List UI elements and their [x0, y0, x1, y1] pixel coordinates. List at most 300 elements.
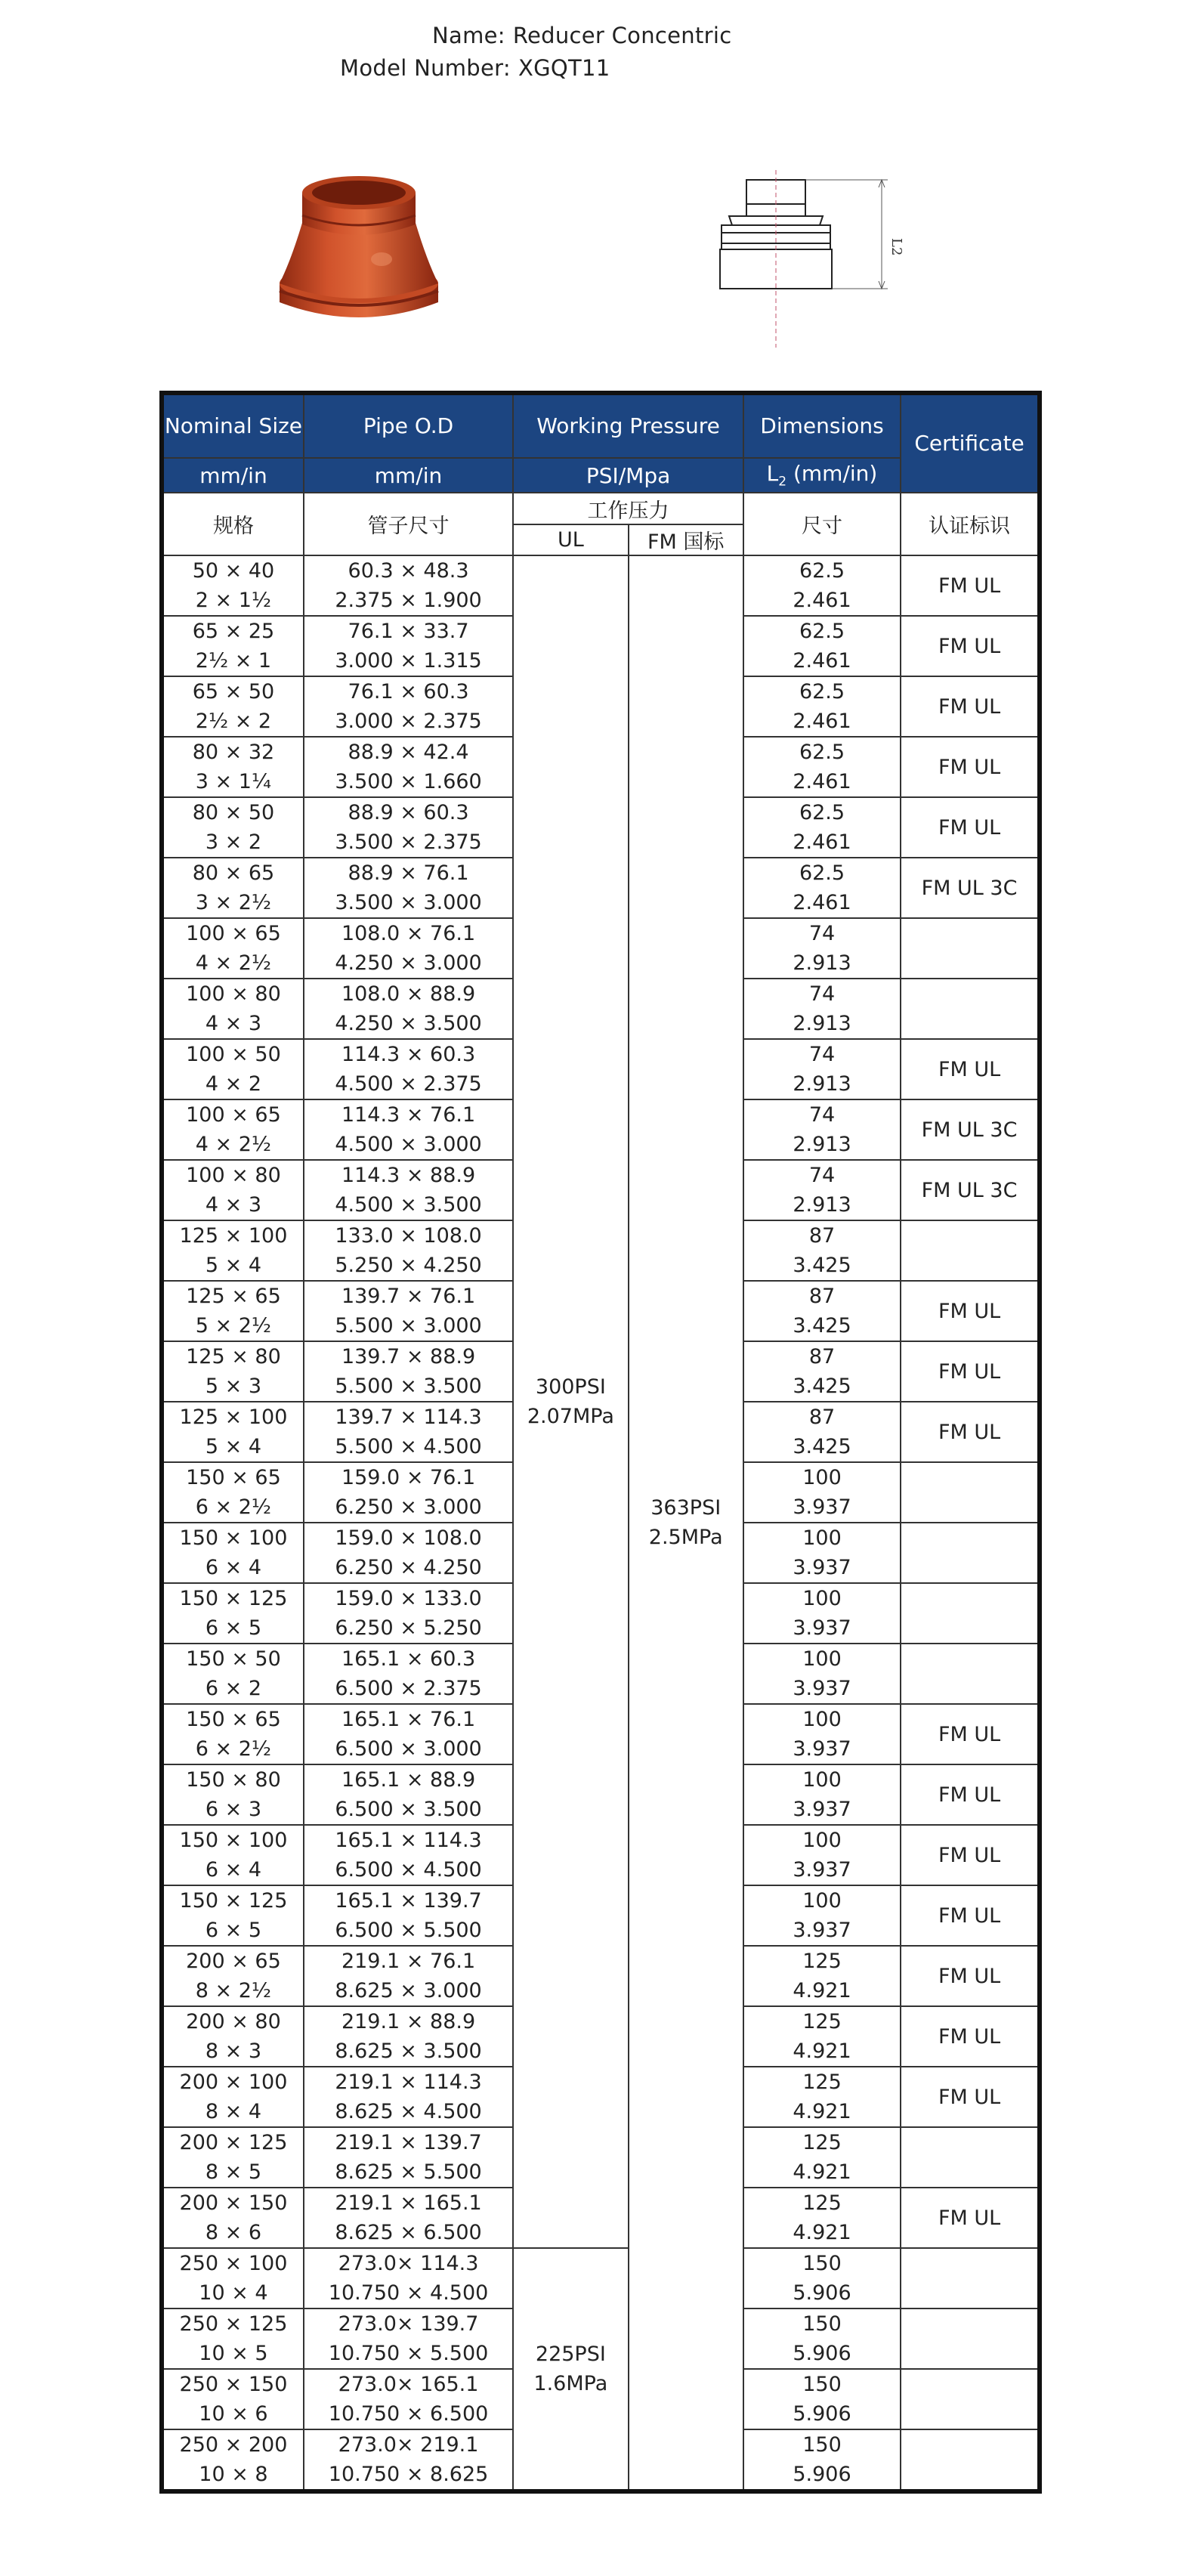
- pipe-od-line1: 108.0 × 88.9: [341, 982, 476, 1006]
- dimension-cell: [743, 1764, 901, 1825]
- pipe-od-line1: 159.0 × 133.0: [335, 1587, 482, 1610]
- dimension-line2: 4.921: [793, 2039, 851, 2063]
- nominal-size-line1: 125 × 65: [186, 1285, 281, 1308]
- nominal-size-cell: [162, 1704, 304, 1764]
- pipe-od-cell: [304, 1462, 513, 1523]
- dimension-line2: 4.921: [793, 2160, 851, 2184]
- certificate-cell: FM UL: [901, 1885, 1040, 1946]
- nominal-size-cell: [162, 1825, 304, 1885]
- pipe-od-line2: 3.500 × 1.660: [335, 770, 482, 793]
- dimensions-header: Dimensions: [743, 393, 901, 458]
- dimension-line1: 125: [802, 2010, 842, 2033]
- cert-cn-header: 认证标识: [901, 493, 1040, 555]
- nominal-size-cell: [162, 676, 304, 737]
- pipe-od-cell: [304, 1160, 513, 1220]
- dimension-line1: 74: [808, 1103, 836, 1127]
- pipe-od-line2: 8.625 × 4.500: [335, 2100, 482, 2123]
- pipe-od-line1: 114.3 × 60.3: [341, 1043, 476, 1066]
- pipe-od-cell: [304, 918, 513, 979]
- certificate-cell: FM UL: [901, 2067, 1040, 2127]
- pipe-od-cell: [304, 555, 513, 616]
- name-label: Name:: [432, 23, 505, 48]
- pipe-od-cell: [304, 1281, 513, 1341]
- dimension-line2: 2.461: [793, 710, 851, 733]
- pipe-od-line2: 8.625 × 3.000: [335, 1979, 482, 2002]
- ul-pressure-cell: [513, 555, 628, 2248]
- pipe-od-cell: [304, 1644, 513, 1704]
- pipe-od-line2: 6.250 × 3.000: [335, 1495, 482, 1519]
- certificate-cell: [901, 979, 1040, 1039]
- nominal-size-cell: [162, 2067, 304, 2127]
- nominal-size-cell: [162, 616, 304, 676]
- ul-pressure-psi: 300PSI: [535, 1375, 606, 1399]
- spec-table-body: [162, 555, 1040, 2491]
- size-cn-header: 尺寸: [743, 493, 901, 555]
- dimension-line1: 125: [802, 2131, 842, 2154]
- pipe-od-line1: 219.1 × 88.9: [341, 2010, 476, 2033]
- pipe-od-cell: [304, 1583, 513, 1644]
- dimension-cell: [743, 555, 901, 616]
- nominal-size-cell: [162, 555, 304, 616]
- dim-unit-sub: 2: [778, 474, 787, 490]
- model-label: Model Number:: [340, 55, 511, 81]
- dimension-line1: 74: [808, 1164, 836, 1187]
- certificate-cell: FM UL 3C: [901, 1160, 1040, 1220]
- nominal-size-line2: 4 × 3: [205, 1193, 262, 1217]
- dimension-cell: [743, 1402, 901, 1462]
- certificate-cell: [901, 2369, 1040, 2429]
- nominal-size-line2: 10 × 5: [199, 2342, 268, 2365]
- certificate-cell: FM UL: [901, 676, 1040, 737]
- pipe-od-line2: 6.500 × 5.500: [335, 1919, 482, 1942]
- pipe-od-cell: [304, 2006, 513, 2067]
- nominal-size-line1: 125 × 80: [186, 1345, 281, 1368]
- dim-unit-rest: (mm/in): [786, 461, 878, 487]
- nominal-size-line2: 5 × 3: [205, 1375, 262, 1398]
- dimension-line2: 4.921: [793, 2221, 851, 2244]
- pipe-od-line1: 114.3 × 88.9: [341, 1164, 476, 1187]
- dimension-line2: 3.425: [793, 1314, 851, 1337]
- pipe-od-line2: 5.500 × 4.500: [335, 1435, 482, 1458]
- certificate-cell: [901, 1220, 1040, 1281]
- dimension-line2: 2.461: [793, 589, 851, 612]
- nominal-size-line2: 2½ × 1: [195, 649, 272, 673]
- pipe-od-cell: [304, 2429, 513, 2491]
- certificate-header: Certificate: [901, 393, 1040, 493]
- pipe-od-cell: [304, 676, 513, 737]
- dimension-line2: 3.937: [793, 1858, 851, 1882]
- dimension-line2: 5.906: [793, 2281, 851, 2305]
- pipe-od-cell: [304, 737, 513, 797]
- nominal-size-cell: [162, 2127, 304, 2188]
- nominal-size-line2: 4 × 2: [205, 1072, 262, 1096]
- pipe-od-cell: [304, 1099, 513, 1160]
- nominal-size-line1: 50 × 40: [192, 559, 275, 583]
- certificate-cell: FM UL: [901, 1402, 1040, 1462]
- dim-unit-l: L: [766, 461, 779, 487]
- nominal-size-line1: 250 × 125: [179, 2312, 288, 2336]
- pipe-od-cell: [304, 1825, 513, 1885]
- dimension-line1: 87: [808, 1345, 836, 1368]
- pipe-od-line1: 60.3 × 48.3: [348, 559, 469, 583]
- nominal-size-line2: 6 × 2½: [195, 1737, 272, 1761]
- nominal-size-cell: [162, 1220, 304, 1281]
- nominal-size-cell: [162, 1099, 304, 1160]
- dimension-line2: 2.913: [793, 951, 851, 975]
- ul-pressure-cell-large: [513, 2248, 628, 2491]
- dimension-unit: [743, 458, 901, 493]
- reducer-product-image: [276, 170, 442, 332]
- certificate-cell: [901, 918, 1040, 979]
- dimension-line2: 5.906: [793, 2463, 851, 2486]
- pipe-od-line1: 133.0 × 108.0: [335, 1224, 482, 1248]
- dimension-line1: 125: [802, 2070, 842, 2094]
- nominal-size-line1: 80 × 32: [192, 741, 275, 764]
- certificate-cell: [901, 1523, 1040, 1583]
- certificate-cell: FM UL: [901, 797, 1040, 858]
- nominal-size-cell: [162, 2248, 304, 2309]
- pipe-od-line2: 3.000 × 2.375: [335, 710, 482, 733]
- nominal-size-cell: [162, 797, 304, 858]
- nominal-unit: mm/in: [162, 458, 304, 493]
- pipe-od-cell: [304, 2309, 513, 2369]
- pipe-od-line2: 4.250 × 3.000: [335, 951, 482, 975]
- nominal-size-cell: [162, 1583, 304, 1644]
- dimension-cell: [743, 1825, 901, 1885]
- pipe-od-cell: [304, 1039, 513, 1099]
- dimension-cell: [743, 1281, 901, 1341]
- nominal-size-line1: 80 × 50: [192, 801, 275, 824]
- nominal-size-line2: 3 × 2: [205, 830, 262, 854]
- certificate-cell: FM UL: [901, 2188, 1040, 2248]
- pipe-od-line1: 219.1 × 165.1: [335, 2191, 482, 2215]
- nominal-size-line2: 5 × 4: [205, 1435, 262, 1458]
- fm-pressure-cell: [629, 555, 743, 2491]
- pipe-od-cell: [304, 858, 513, 918]
- pipe-od-line2: 5.250 × 4.250: [335, 1254, 482, 1277]
- dimension-line1: 87: [808, 1285, 836, 1308]
- certificate-cell: FM UL: [901, 555, 1040, 616]
- nominal-size-line1: 200 × 100: [179, 2070, 288, 2094]
- nominal-size-cell: [162, 1160, 304, 1220]
- nominal-size-line1: 65 × 50: [192, 680, 275, 704]
- pipe-od-line2: 10.750 × 8.625: [328, 2463, 489, 2486]
- pipe-od-line1: 139.7 × 88.9: [341, 1345, 476, 1368]
- nominal-size-line2: 6 × 4: [205, 1858, 262, 1882]
- certificate-cell: [901, 1583, 1040, 1644]
- dimension-line1: 100: [802, 1466, 842, 1489]
- model-number-line: [340, 55, 610, 81]
- nominal-size-line2: 8 × 6: [205, 2221, 262, 2244]
- pipe-od-line2: 3.000 × 1.315: [335, 649, 482, 673]
- certificate-cell: FM UL: [901, 1946, 1040, 2006]
- dimension-cell: [743, 1160, 901, 1220]
- l2-dimension-label: L2: [888, 238, 904, 256]
- nominal-size-line2: 3 × 1¼: [195, 770, 272, 793]
- pipe-od-line2: 5.500 × 3.000: [335, 1314, 482, 1337]
- nominal-size-line2: 6 × 3: [205, 1798, 262, 1821]
- pipe-od-line2: 6.500 × 4.500: [335, 1858, 482, 1882]
- nominal-size-cell: [162, 918, 304, 979]
- certificate-cell: FM UL: [901, 1704, 1040, 1764]
- dimension-line1: 74: [808, 982, 836, 1006]
- pipe-od-cell: [304, 797, 513, 858]
- dimension-line2: 5.906: [793, 2342, 851, 2365]
- nominal-size-cell: [162, 2369, 304, 2429]
- certificate-cell: [901, 2429, 1040, 2491]
- nominal-size-line2: 6 × 2½: [195, 1495, 272, 1519]
- dimension-cell: [743, 1885, 901, 1946]
- dimension-line2: 3.937: [793, 1737, 851, 1761]
- pipe-od-line2: 5.500 × 3.500: [335, 1375, 482, 1398]
- dimension-line2: 2.913: [793, 1072, 851, 1096]
- pipe-od-line2: 10.750 × 6.500: [328, 2402, 489, 2426]
- dimension-line2: 3.937: [793, 1556, 851, 1579]
- working-pressure-header: Working Pressure: [513, 393, 743, 458]
- certificate-cell: FM UL 3C: [901, 1099, 1040, 1160]
- dimension-line1: 62.5: [799, 861, 845, 885]
- nominal-size-line1: 150 × 80: [186, 1768, 281, 1792]
- pipe-od-cell: [304, 1764, 513, 1825]
- pipe-od-cell: [304, 2067, 513, 2127]
- pipe-od-line1: 139.7 × 114.3: [335, 1406, 482, 1429]
- dimension-cell: [743, 1039, 901, 1099]
- working-pressure-cn-header: 工作压力: [513, 493, 743, 524]
- pipe-od-line1: 165.1 × 139.7: [335, 1889, 482, 1913]
- nominal-size-line1: 100 × 50: [186, 1043, 281, 1066]
- technical-drawing: [714, 159, 937, 363]
- pipe-od-cell: [304, 2127, 513, 2188]
- nominal-size-line1: 100 × 65: [186, 1103, 281, 1127]
- nominal-size-line1: 150 × 65: [186, 1708, 281, 1731]
- dimension-line1: 87: [808, 1224, 836, 1248]
- certificate-cell: [901, 1462, 1040, 1523]
- spec-table: [159, 391, 1042, 2494]
- dimension-line2: 2.461: [793, 830, 851, 854]
- nominal-size-cell: [162, 1523, 304, 1583]
- dimension-cell: [743, 1341, 901, 1402]
- nominal-size-line2: 6 × 2: [205, 1677, 262, 1700]
- pipe-od-line2: 6.250 × 4.250: [335, 1556, 482, 1579]
- dimension-line2: 2.913: [793, 1133, 851, 1156]
- dimension-cell: [743, 918, 901, 979]
- pipe-od-line1: 165.1 × 88.9: [341, 1768, 476, 1792]
- dimension-line2: 3.425: [793, 1254, 851, 1277]
- pipe-od-line2: 6.500 × 3.500: [335, 1798, 482, 1821]
- nominal-size-line2: 6 × 5: [205, 1919, 262, 1942]
- nominal-size-line1: 100 × 80: [186, 1164, 281, 1187]
- dimension-line1: 100: [802, 1647, 842, 1671]
- dimension-line2: 3.937: [793, 1495, 851, 1519]
- nominal-size-cell: [162, 737, 304, 797]
- dimension-cell: [743, 858, 901, 918]
- nominal-size-line2: 3 × 2½: [195, 891, 272, 914]
- dimension-line1: 150: [802, 2252, 842, 2275]
- dimension-line1: 74: [808, 1043, 836, 1066]
- dimension-cell: [743, 2127, 901, 2188]
- nominal-size-cell: [162, 979, 304, 1039]
- dimension-cell: [743, 1099, 901, 1160]
- pipe-od-line1: 165.1 × 60.3: [341, 1647, 476, 1671]
- dimension-cell: [743, 2006, 901, 2067]
- dimension-line2: 3.937: [793, 1798, 851, 1821]
- nominal-size-line2: 4 × 2½: [195, 1133, 272, 1156]
- nominal-size-line1: 150 × 125: [179, 1889, 288, 1913]
- nominal-size-cell: [162, 2429, 304, 2491]
- dimension-line2: 3.937: [793, 1919, 851, 1942]
- pipe-od-line2: 8.625 × 3.500: [335, 2039, 482, 2063]
- dimension-line2: 4.921: [793, 1979, 851, 2002]
- nominal-size-line2: 6 × 4: [205, 1556, 262, 1579]
- nominal-size-line1: 150 × 65: [186, 1466, 281, 1489]
- fm-subheader: FM 国标: [629, 524, 743, 555]
- nominal-size-cell: [162, 1764, 304, 1825]
- table-row: [162, 2248, 1040, 2309]
- pipe-od-line2: 3.500 × 3.000: [335, 891, 482, 914]
- dimension-line1: 150: [802, 2433, 842, 2457]
- nominal-size-line1: 150 × 50: [186, 1647, 281, 1671]
- ul-subheader: UL: [513, 524, 628, 555]
- dimension-cell: [743, 2429, 901, 2491]
- dimension-line1: 62.5: [799, 620, 845, 643]
- dimension-line2: 2.913: [793, 1012, 851, 1035]
- pipe-od-line1: 76.1 × 60.3: [348, 680, 469, 704]
- pipe-od-line1: 76.1 × 33.7: [348, 620, 469, 643]
- dimension-line1: 87: [808, 1406, 836, 1429]
- dimension-cell: [743, 1523, 901, 1583]
- table-row: [162, 555, 1040, 616]
- certificate-cell: FM UL: [901, 1825, 1040, 1885]
- pipe-od-cell: [304, 1885, 513, 1946]
- dimension-line1: 100: [802, 1829, 842, 1852]
- nominal-size-cell: [162, 1281, 304, 1341]
- pressure-unit: PSI/Mpa: [513, 458, 743, 493]
- pipe-od-cell: [304, 1704, 513, 1764]
- pipe-od-line1: 88.9 × 76.1: [348, 861, 469, 885]
- pipe-od-line1: 88.9 × 42.4: [348, 741, 469, 764]
- dimension-line1: 100: [802, 1768, 842, 1792]
- pipe-od-line1: 273.0× 114.3: [338, 2252, 479, 2275]
- nominal-size-line2: 10 × 8: [199, 2463, 268, 2486]
- pipe-od-line1: 219.1 × 76.1: [341, 1950, 476, 1973]
- pipe-od-line2: 4.250 × 3.500: [335, 1012, 482, 1035]
- certificate-cell: [901, 2309, 1040, 2369]
- certificate-cell: [901, 2248, 1040, 2309]
- pipe-od-cell: [304, 1402, 513, 1462]
- dimension-cell: [743, 737, 901, 797]
- nominal-size-line1: 100 × 80: [186, 982, 281, 1006]
- pipe-od-cell: [304, 2369, 513, 2429]
- nominal-size-cell: [162, 1341, 304, 1402]
- dimension-cell: [743, 1946, 901, 2006]
- nominal-size-line1: 200 × 80: [186, 2010, 281, 2033]
- dimension-cell: [743, 1644, 901, 1704]
- pipe-od-line2: 10.750 × 4.500: [328, 2281, 489, 2305]
- ul-pressure-mpa: 2.07MPa: [527, 1405, 614, 1428]
- dimension-line2: 3.425: [793, 1435, 851, 1458]
- pipe-od-line2: 4.500 × 2.375: [335, 1072, 482, 1096]
- pipe-od-line1: 159.0 × 108.0: [335, 1526, 482, 1550]
- certificate-cell: FM UL: [901, 1039, 1040, 1099]
- ul-pressure-mpa-large: 1.6MPa: [533, 2372, 608, 2395]
- pipe-od-cell: [304, 616, 513, 676]
- pipe-od-cell: [304, 1220, 513, 1281]
- dimension-line1: 100: [802, 1526, 842, 1550]
- nominal-size-header: Nominal Size: [162, 393, 304, 458]
- nominal-size-line1: 200 × 65: [186, 1950, 281, 1973]
- dimension-line2: 2.461: [793, 649, 851, 673]
- pipe-od-line2: 8.625 × 5.500: [335, 2160, 482, 2184]
- pipe-od-cell: [304, 2188, 513, 2248]
- pipe-od-line1: 114.3 × 76.1: [341, 1103, 476, 1127]
- dimension-line1: 74: [808, 922, 836, 945]
- dimension-cell: [743, 797, 901, 858]
- pipe-od-cell: [304, 1946, 513, 2006]
- certificate-cell: FM UL: [901, 737, 1040, 797]
- dimension-line1: 62.5: [799, 680, 845, 704]
- pipe-od-line1: 88.9 × 60.3: [348, 801, 469, 824]
- dimension-line2: 3.937: [793, 1677, 851, 1700]
- model-value: XGQT11: [518, 55, 610, 81]
- pipe-od-line1: 273.0× 219.1: [338, 2433, 479, 2457]
- fm-pressure-psi: 363PSI: [650, 1496, 722, 1520]
- pipe-od-cell: [304, 1341, 513, 1402]
- nominal-size-cell: [162, 2309, 304, 2369]
- dimension-line2: 2.461: [793, 891, 851, 914]
- dimension-line1: 125: [802, 2191, 842, 2215]
- dimension-cell: [743, 1220, 901, 1281]
- dimension-cell: [743, 616, 901, 676]
- nominal-size-line1: 125 × 100: [179, 1224, 288, 1248]
- nominal-size-line1: 200 × 125: [179, 2131, 288, 2154]
- nominal-size-line2: 2½ × 2: [195, 710, 272, 733]
- dimension-cell: [743, 1583, 901, 1644]
- dimension-line1: 150: [802, 2312, 842, 2336]
- certificate-cell: FM UL: [901, 1281, 1040, 1341]
- dimension-line2: 5.906: [793, 2402, 851, 2426]
- nominal-size-cell: [162, 1946, 304, 2006]
- dimension-cell: [743, 2369, 901, 2429]
- certificate-cell: FM UL: [901, 1764, 1040, 1825]
- dimension-cell: [743, 2248, 901, 2309]
- nominal-size-cell: [162, 1402, 304, 1462]
- dimension-line1: 125: [802, 1950, 842, 1973]
- spec-cn-header: 规格: [162, 493, 304, 555]
- nominal-size-cell: [162, 1885, 304, 1946]
- nominal-size-line1: 150 × 125: [179, 1587, 288, 1610]
- pipe-od-line1: 165.1 × 76.1: [341, 1708, 476, 1731]
- ul-pressure-psi-large: 225PSI: [535, 2343, 606, 2366]
- dimension-line1: 100: [802, 1889, 842, 1913]
- dimension-cell: [743, 2067, 901, 2127]
- dimension-cell: [743, 1704, 901, 1764]
- certificate-cell: FM UL: [901, 616, 1040, 676]
- pipe-od-line1: 165.1 × 114.3: [335, 1829, 482, 1852]
- pipe-size-cn-header: 管子尺寸: [304, 493, 513, 555]
- name-value: Reducer Concentric: [512, 23, 732, 48]
- nominal-size-cell: [162, 1644, 304, 1704]
- certificate-cell: FM UL: [901, 2006, 1040, 2067]
- pipe-od-cell: [304, 2248, 513, 2309]
- nominal-size-line1: 250 × 200: [179, 2433, 288, 2457]
- product-name-line: [432, 23, 731, 48]
- pipe-od-line1: 219.1 × 114.3: [335, 2070, 482, 2094]
- nominal-size-line2: 2 × 1½: [195, 589, 272, 612]
- pipe-od-cell: [304, 1523, 513, 1583]
- dimension-line2: 4.921: [793, 2100, 851, 2123]
- pipe-od-line2: 2.375 × 1.900: [335, 589, 482, 612]
- nominal-size-line2: 8 × 3: [205, 2039, 262, 2063]
